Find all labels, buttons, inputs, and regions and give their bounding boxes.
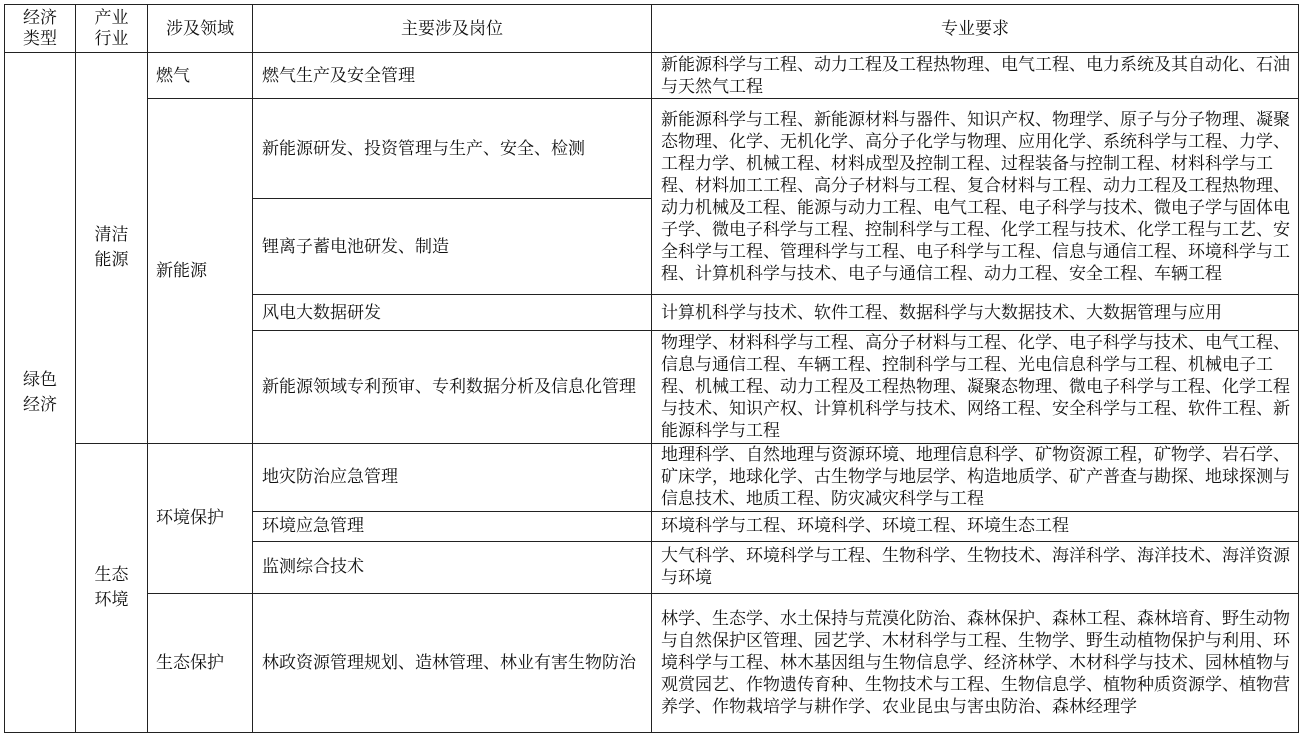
industry-cell-clean-energy: 清洁能源 [76,53,148,444]
header-field: 涉及领域 [148,5,253,53]
table-row [5,443,1299,511]
industry-cell-eco-environment: 生态环境 [76,443,148,732]
header-row [5,5,1299,53]
requirement-cell: 林学、生态学、水土保持与荒漠化防治、森林保护、森林工程、森林培育、野生动物与自然保护区管理、园艺学、木材科学与工程、生物学、野生动植物保护与利用、环境科学与工程、林木基因组与生物信息学、经济林学、木材科学与技术、园林植物与观赏园艺、作物遗传育种、生物技术与工程、生物信息学、植物种质资源学、植物营养学、作物栽培学与耕作学、农业昆虫与害虫防治、森林经理学 [652,593,1299,732]
requirement-cell: 地理科学、自然地理与资源环境、地理信息科学、矿物资源工程，矿物学、岩石学、矿床学，地球化学、古生物学与地层学、构造地质学、矿产普查与勘探、地球探测与信息技术、地质工程、防灾减灾科学与工程 [652,443,1299,511]
table-row [5,593,1299,732]
position-cell: 燃气生产及安全管理 [253,53,652,99]
position-cell: 风电大数据研发 [253,295,652,331]
position-cell: 监测综合技术 [253,541,652,593]
requirement-cell: 计算机科学与技术、软件工程、数据科学与大数据技术、大数据管理与应用 [652,295,1299,331]
field-cell-gas: 燃气 [148,53,253,99]
position-cell: 地灾防治应急管理 [253,443,652,511]
position-cell: 锂离子蓄电池研发、制造 [253,199,652,295]
requirement-cell: 新能源科学与工程、新能源材料与器件、知识产权、物理学、原子与分子物理、凝聚态物理、化学、无机化学、高分子化学与物理、应用化学、系统科学与工程、力学、工程力学、机械工程、材料成型及控制工程、过程装备与控制工程、材料科学与工程、材料加工工程、高分子材料与工程、复合材料与工程、动力工程及工程热物理、动力机械及工程、能源与动力工程、电气工程、电子科学与技术、微电子学与固体电子学、微电子科学与工程、控制科学与工程、化学工程与技术、化学工程与工艺、安全科学与工程、管理科学与工程、电子科学与工程、信息与通信工程、环境科学与工程、计算机科学与技术、电子与通信工程、动力工程、安全工程、车辆工程 [652,99,1299,295]
table-row [5,53,1299,99]
table-row [5,99,1299,199]
header-economy-type: 经济类型 [5,5,76,53]
requirement-cell: 环境科学与工程、环境科学、环境工程、环境生态工程 [652,511,1299,541]
position-cell: 环境应急管理 [253,511,652,541]
position-cell: 林政资源管理规划、造林管理、林业有害生物防治 [253,593,652,732]
header-industry: 产业行业 [76,5,148,53]
position-cell: 新能源研发、投资管理与生产、安全、检测 [253,99,652,199]
majors-table [4,4,1299,733]
requirement-cell: 物理学、材料科学与工程、高分子材料与工程、化学、电子科学与技术、电气工程、信息与通信工程、车辆工程、控制科学与工程、光电信息科学与工程、机械电子工程、机械工程、动力工程及工程热物理、凝聚态物理、微电子科学与工程、化学工程与技术、知识产权、计算机科学与技术、网络工程、安全科学与工程、软件工程、新能源科学与工程 [652,331,1299,443]
header-requirements: 专业要求 [652,5,1299,53]
field-cell-new-energy: 新能源 [148,99,253,443]
position-cell: 新能源领域专利预审、专利数据分析及信息化管理 [253,331,652,443]
field-cell-environment-protection: 环境保护 [148,443,253,593]
economy-type-cell: 绿色经济 [5,53,76,733]
requirement-cell: 新能源科学与工程、动力工程及工程热物理、电气工程、电力系统及其自动化、石油与天然气工程 [652,53,1299,99]
field-cell-eco-protection: 生态保护 [148,593,253,732]
header-positions: 主要涉及岗位 [253,5,652,53]
requirement-cell: 大气科学、环境科学与工程、生物科学、生物技术、海洋科学、海洋技术、海洋资源与环境 [652,541,1299,593]
